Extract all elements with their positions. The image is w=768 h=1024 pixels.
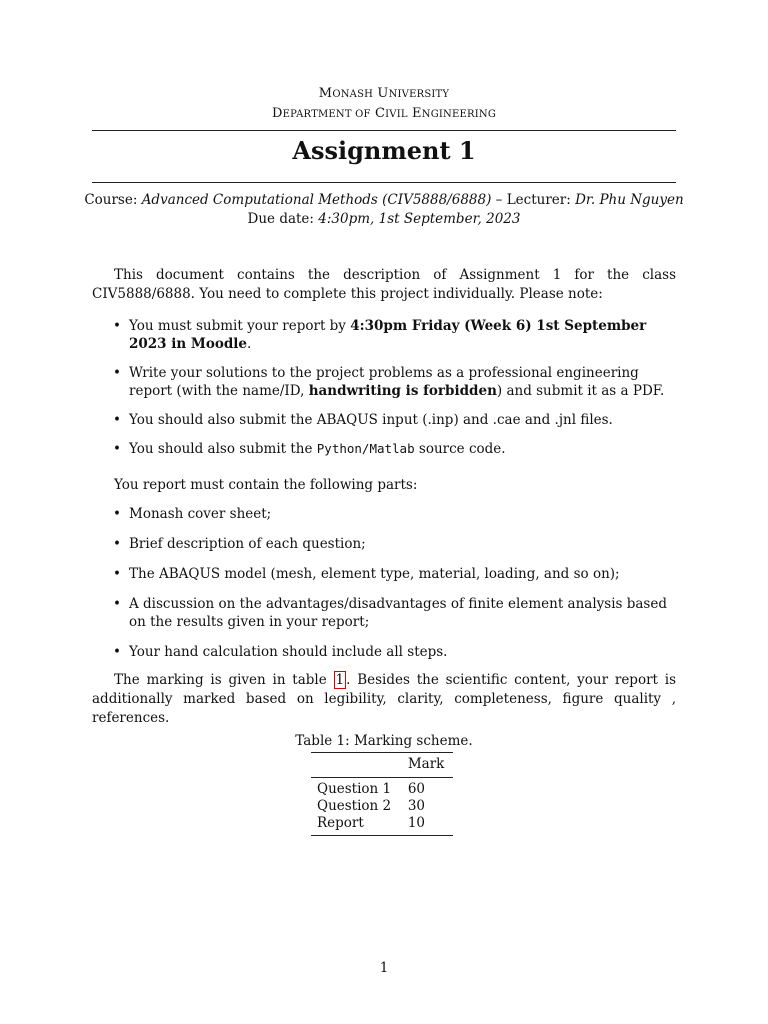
list-item: • Brief description of each question; bbox=[113, 536, 366, 552]
parts-intro: You report must contain the following parts: bbox=[114, 477, 418, 493]
due-date-line: Due date: 4:30pm, 1st September, 2023 bbox=[247, 211, 521, 227]
bullet-icon: • bbox=[113, 566, 121, 582]
list-item: • You must submit your report by 4:30pm Friday (Week 6) 1st September 2023 in Moodle. bbox=[113, 318, 647, 352]
marking-table bbox=[311, 752, 453, 836]
bullet-icon: • bbox=[113, 596, 121, 612]
list-item: • Monash cover sheet; bbox=[113, 506, 272, 522]
university-name: MONASH UNIVERSITY bbox=[318, 86, 450, 101]
bullet-icon: • bbox=[113, 318, 121, 334]
header-rule-top bbox=[92, 130, 676, 131]
page-number: 1 bbox=[379, 960, 389, 976]
lecturer-name: Dr. Phu Nguyen bbox=[575, 192, 684, 208]
list-item: • Your hand calculation should include all steps. bbox=[113, 644, 448, 660]
table-row: Question 1 60 bbox=[317, 781, 426, 797]
due-date: 4:30pm, 1st September, 2023 bbox=[318, 211, 521, 227]
department-name: DEPARTMENT OF CIVIL ENGINEERING bbox=[271, 106, 497, 121]
list-item: • You should also submit the Python/Matlab source code. bbox=[113, 441, 506, 457]
list-item: • Write your solutions to the project problems as a professional engineering report (with the name/ID, handwriting is forbidden) and submit it as a PDF. bbox=[113, 365, 665, 399]
list-item: • The ABAQUS model (mesh, element type, material, loading, and so on); bbox=[113, 566, 620, 582]
marking-paragraph: The marking is given in table 1 . Besides the scientific content, your report is additionally marked based on legibility, clarity, completeness, figure quality , references. bbox=[92, 672, 676, 726]
table-header-row bbox=[311, 753, 453, 778]
bullet-icon: • bbox=[113, 365, 121, 381]
parts-list bbox=[92, 505, 676, 661]
list-item: • A discussion on the advantages/disadvantages of finite element analysis based on the results given in your report; bbox=[113, 596, 667, 630]
table-row: Report 10 bbox=[317, 815, 426, 831]
table-ref-link[interactable]: 1 bbox=[335, 672, 345, 688]
list-item: • You should also submit the ABAQUS input (.inp) and .cae and .jnl files. bbox=[113, 412, 613, 428]
bullet-icon: • bbox=[113, 506, 121, 522]
course-name: Advanced Computational Methods (CIV5888/6888) bbox=[141, 192, 492, 208]
column-header-mark: Mark bbox=[407, 756, 445, 772]
notes-list bbox=[92, 317, 676, 458]
course-line: Course: Advanced Computational Methods (CIV5888/6888) – Lecturer: Dr. Phu Nguyen bbox=[84, 192, 684, 208]
bullet-icon: • bbox=[113, 644, 121, 660]
table-caption: Table 1: Marking scheme. bbox=[295, 733, 473, 749]
page-title: Assignment 1 bbox=[292, 136, 476, 165]
intro-paragraph: This document contains the description of Assignment 1 for the class CIV5888/6888. You need to complete this project individually. Please note: bbox=[92, 267, 676, 302]
table-row: Question 2 30 bbox=[317, 798, 426, 814]
bullet-icon: • bbox=[113, 441, 121, 457]
bullet-icon: • bbox=[113, 412, 121, 428]
bullet-icon: • bbox=[113, 536, 121, 552]
header-rule-bottom bbox=[92, 182, 676, 183]
